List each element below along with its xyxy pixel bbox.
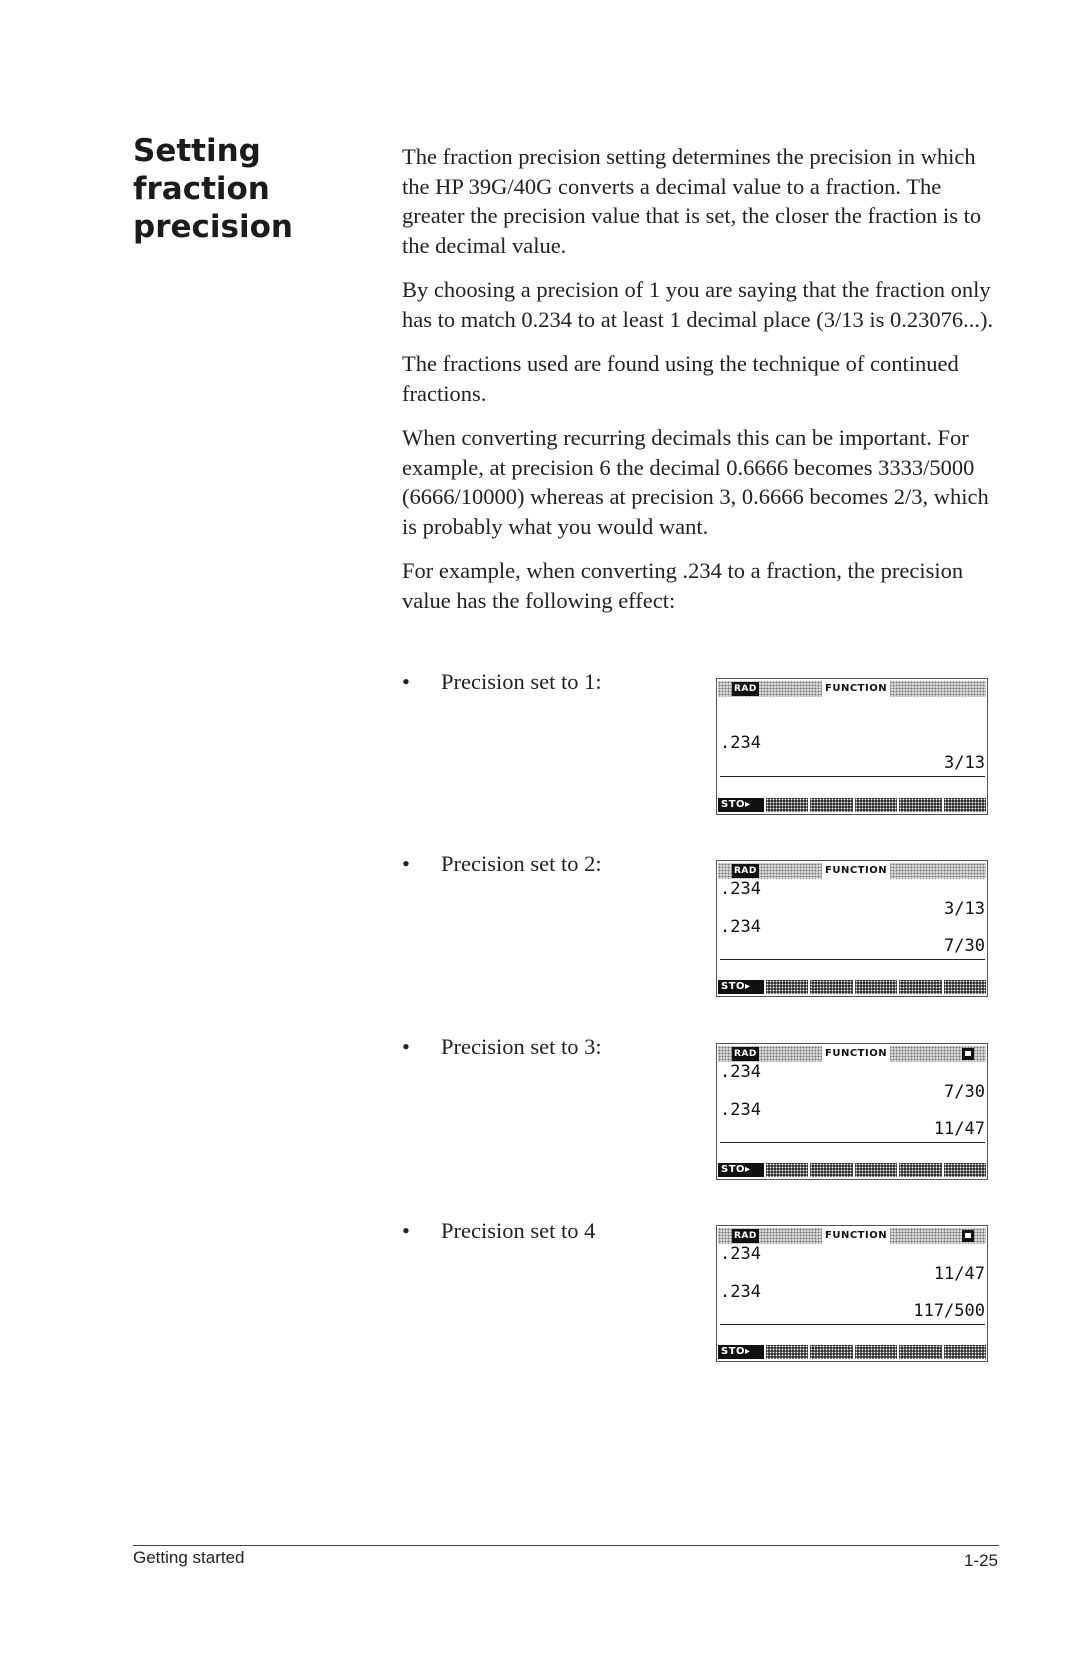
example-bullet	[402, 1216, 682, 1246]
status-bar	[718, 1228, 986, 1244]
sto-menu-key[interactable]: STO▸	[718, 798, 764, 812]
history-input: .234	[720, 917, 761, 937]
menu-key[interactable]	[766, 1345, 809, 1359]
history-output: 7/30	[944, 1082, 985, 1102]
sto-menu-key[interactable]: STO▸	[718, 980, 764, 994]
edit-line	[720, 1142, 985, 1143]
history-output: 3/13	[944, 753, 985, 773]
section-heading-line: fraction	[133, 171, 270, 207]
menu-key[interactable]	[855, 1345, 898, 1359]
bullet-icon: •	[402, 669, 410, 694]
menu-key[interactable]	[810, 1163, 853, 1177]
menu-key[interactable]	[855, 798, 898, 812]
menu-bar	[718, 1163, 986, 1177]
app-mode-title: FUNCTION	[822, 863, 890, 879]
menu-key[interactable]	[766, 798, 809, 812]
history-input: .234	[720, 879, 761, 899]
status-bar	[718, 1046, 986, 1062]
app-mode-title: FUNCTION	[822, 681, 890, 697]
angle-mode-indicator: RAD	[734, 684, 757, 694]
menu-key[interactable]	[899, 798, 942, 812]
example-label: Precision set to 2:	[441, 851, 602, 876]
angle-mode-indicator: RAD	[734, 1231, 757, 1241]
paragraph: The fractions used are found using the technique of continued fractions.	[402, 351, 959, 406]
page-number: 1-25	[963, 1551, 998, 1570]
calculator-screen	[716, 678, 988, 815]
paragraph: For example, when converting .234 to a fraction, the precision value has the following effect:	[402, 558, 964, 613]
alpha-flag-icon	[962, 1048, 974, 1060]
sto-menu-key[interactable]: STO▸	[718, 1163, 764, 1177]
menu-key[interactable]	[944, 1163, 987, 1177]
example-bullet	[402, 667, 682, 697]
footer-section-title: Getting started	[133, 1548, 245, 1567]
menu-key[interactable]	[944, 1345, 987, 1359]
menu-bar	[718, 798, 986, 812]
body-text	[402, 142, 1002, 630]
menu-key[interactable]	[810, 798, 853, 812]
edit-line	[720, 776, 985, 777]
bullet-icon: •	[402, 1218, 410, 1243]
footer-divider	[133, 1545, 999, 1546]
example-label: Precision set to 4	[441, 1218, 596, 1243]
menu-bar	[718, 980, 986, 994]
menu-key[interactable]	[899, 1345, 942, 1359]
menu-key[interactable]	[810, 980, 853, 994]
menu-key[interactable]	[944, 798, 987, 812]
status-bar	[718, 681, 986, 697]
status-bar	[718, 863, 986, 879]
paragraph: By choosing a precision of 1 you are saying that the fraction only has to match 0.234 to at least 1 decimal place (3/13 is 0.23076...).	[402, 277, 994, 332]
angle-mode-indicator: RAD	[734, 1049, 757, 1059]
history-output: 11/47	[933, 1264, 985, 1284]
angle-mode-indicator: RAD	[734, 866, 757, 876]
history-input: .234	[720, 1062, 761, 1082]
history-input: .234	[720, 1282, 761, 1302]
paragraph: When converting recurring decimals this can be important. For example, at precision 6 the decimal 0.6666 becomes 3333/5000 (6666/10000) whereas at precision 3, 0.6666 becomes 2/3, which is probably what you would want.	[402, 425, 989, 539]
menu-key[interactable]	[810, 1345, 853, 1359]
history-input: .234	[720, 733, 761, 753]
menu-bar	[718, 1345, 986, 1359]
section-heading-line: Setting	[133, 133, 261, 169]
bullet-icon: •	[402, 851, 410, 876]
app-mode-title: FUNCTION	[822, 1228, 890, 1244]
menu-key[interactable]	[855, 1163, 898, 1177]
app-mode-title: FUNCTION	[822, 1046, 890, 1062]
sto-menu-key[interactable]: STO▸	[718, 1345, 764, 1359]
history-input: .234	[720, 1244, 761, 1264]
example-label: Precision set to 1:	[441, 669, 602, 694]
paragraph: The fraction precision setting determines the precision in which the HP 39G/40G converts a decimal value to a fraction. The greater the precision value that is set, the closer the fraction is to the decimal value.	[402, 144, 982, 258]
calculator-screen	[716, 860, 988, 997]
menu-key[interactable]	[855, 980, 898, 994]
edit-line	[720, 1324, 985, 1325]
bullet-icon: •	[402, 1034, 410, 1059]
history-output: 11/47	[933, 1119, 985, 1139]
calculator-screen	[716, 1225, 988, 1362]
history-output: 3/13	[944, 899, 985, 919]
example-bullet	[402, 849, 682, 879]
menu-key[interactable]	[899, 980, 942, 994]
history-output: 117/500	[913, 1301, 985, 1321]
menu-key[interactable]	[766, 1163, 809, 1177]
alpha-flag-icon	[962, 1230, 974, 1242]
history-output: 7/30	[944, 936, 985, 956]
section-heading-line: precision	[133, 209, 293, 245]
edit-line	[720, 959, 985, 960]
calculator-screen	[716, 1043, 988, 1180]
menu-key[interactable]	[899, 1163, 942, 1177]
example-bullet	[402, 1032, 682, 1062]
example-label: Precision set to 3:	[441, 1034, 602, 1059]
history-input: .234	[720, 1100, 761, 1120]
menu-key[interactable]	[766, 980, 809, 994]
section-heading	[133, 132, 373, 246]
menu-key[interactable]	[944, 980, 987, 994]
